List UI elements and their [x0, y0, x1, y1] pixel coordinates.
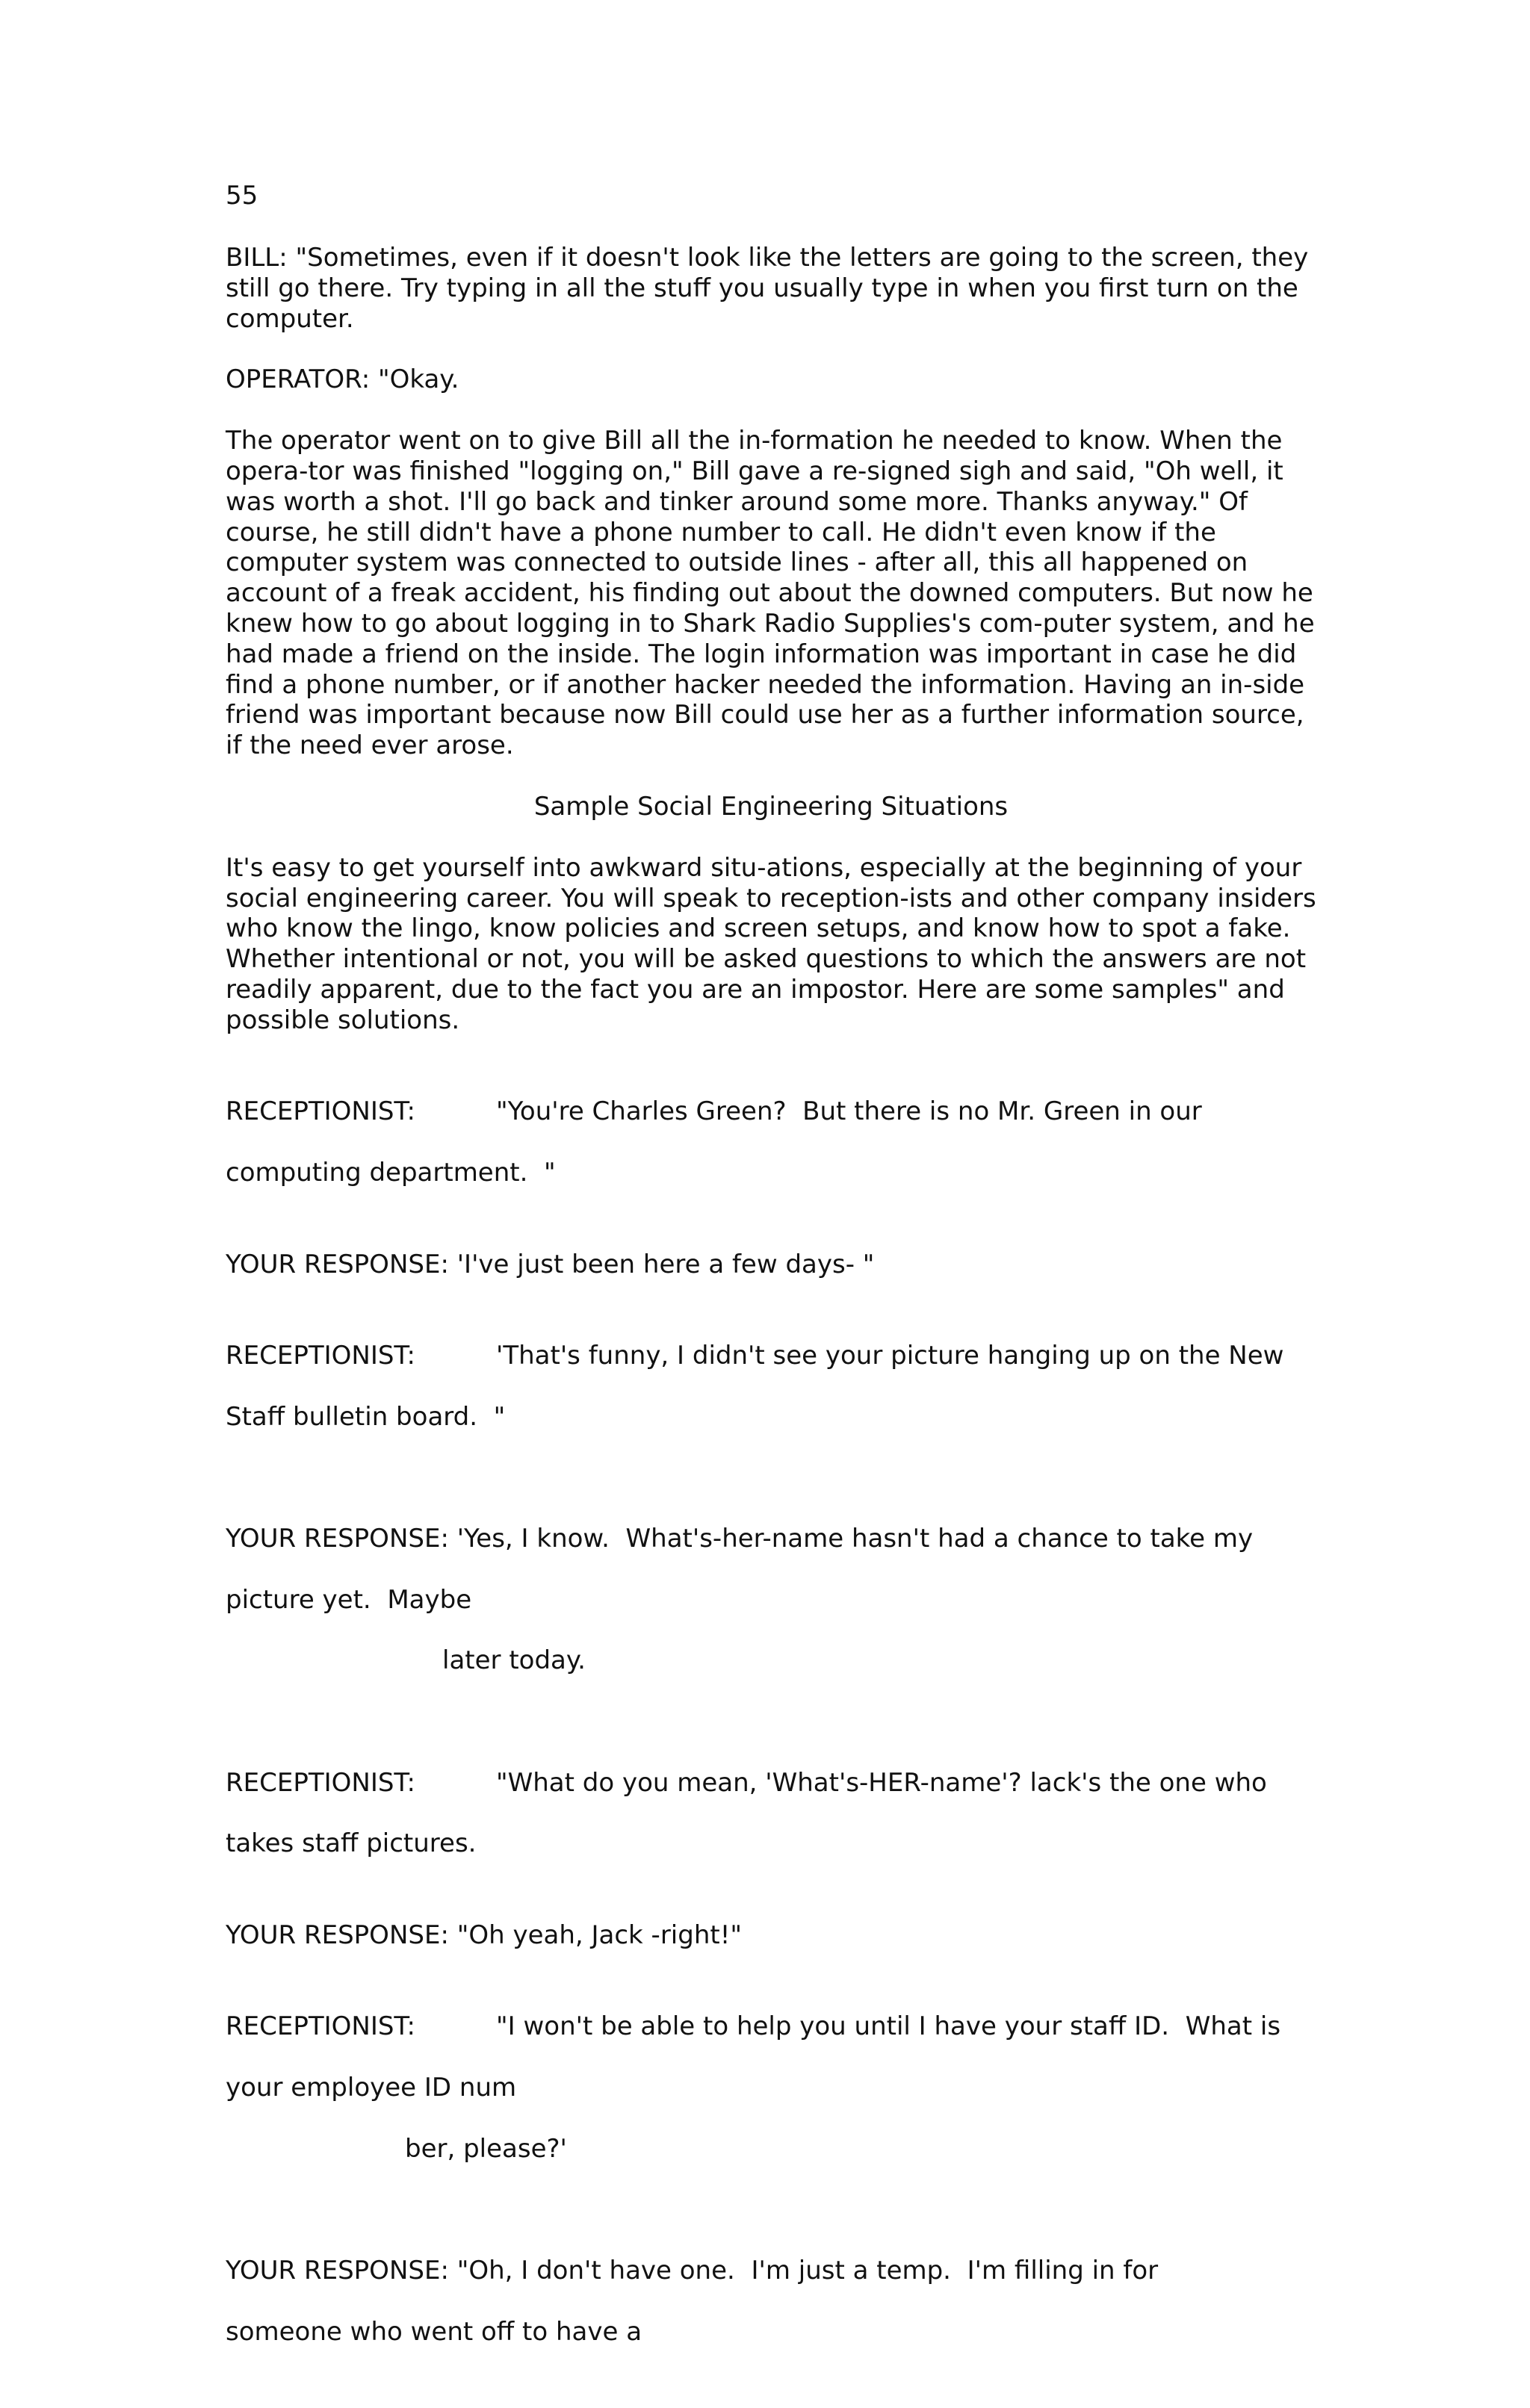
dialogue-receptionist-4	[226, 1982, 1316, 2195]
page-body	[226, 243, 1316, 2408]
dialogue-line: Staff bulletin board. "	[226, 1401, 506, 1432]
dialogue-line-indented: later today.	[442, 1645, 586, 1676]
paragraph-intro: It's easy to get yourself into awkward situ-ations, especially at the beginning of your social engineering career. You will speak to reception-ists and other company insiders who know the lingo, know policies and screen setups, and know how to spot a fake. Whether intentional or not, you will be asked questions to which the answers are not readily apparent, due to the fact you are an impostor. Here are some samples" and possible solutions.	[226, 852, 1316, 1035]
section-heading: Sample Social Engineering Situations	[533, 791, 1009, 822]
dialogue-line: YOUR RESPONSE: "Oh, I don't have one. I'm just a temp. I'm filling in for	[226, 2256, 1159, 2286]
dialogue-line: YOUR RESPONSE: 'Yes, I know. What's-her-name hasn't had a chance to take my	[226, 1524, 1254, 1554]
dialogue-receptionist-3	[226, 1737, 1316, 1890]
page-number: 55	[226, 181, 258, 211]
dialogue-response-4	[226, 2225, 1316, 2377]
dialogue-response-3: YOUR RESPONSE: "Oh yeah, Jack -right!"	[226, 1920, 742, 1950]
dialogue-line: takes staff pictures.	[226, 1828, 477, 1859]
speaker-label: RECEPTIONIST:	[226, 1767, 415, 1798]
dialogue-receptionist-1	[226, 1067, 1316, 1219]
dialogue-line: someone who went off to have a	[226, 2316, 642, 2347]
paragraph-bill-dialogue: BILL: "Sometimes, even if it doesn't look like the letters are going to the screen, they still go there. Try typing in all the stuff you usually type in when you first turn on the computer.	[226, 243, 1309, 334]
dialogue-receptionist-2	[226, 1310, 1316, 1462]
dialogue-line: "You're Charles Green? But there is no Mr. Green in our	[496, 1096, 1202, 1127]
dialogue-response-2	[226, 1493, 1316, 1707]
paragraph-operator-dialogue: OPERATOR: "Okay.	[226, 364, 459, 395]
speaker-label: RECEPTIONIST:	[226, 1096, 415, 1127]
paragraph-narrative: The operator went on to give Bill all the in-formation he needed to know. When the opera-tor was finished "logging on," Bill gave a re-signed sigh and said, "Oh well, it was worth a shot. I'll go back and tinker around some more. Thanks anyway." Of course, he still didn't have a phone number to call. He didn't even know if the computer system was connected to outside lines - after all, this all happened on account of a freak accident, his finding out about the downed computers. But now he knew how to go about logging in to Shark Radio Supplies's com-puter system, and he had made a friend on the inside. The login information was important in case he did find a phone number, or if another hacker needed the information. Having an in-side friend was important because now Bill could use her as a further information source, if the need ever arose.	[226, 426, 1315, 761]
dialogue-line: "What do you mean, 'What's-HER-name'? lack's the one who	[496, 1767, 1267, 1798]
speaker-label: RECEPTIONIST:	[226, 2011, 415, 2042]
dialogue-line: picture yet. Maybe	[226, 1584, 472, 1615]
dialogue-line: 'That's funny, I didn't see your picture hanging up on the New	[496, 1341, 1284, 1371]
dialogue-response-1: YOUR RESPONSE: 'I've just been here a few days- "	[226, 1249, 875, 1279]
dialogue-line: computing department. "	[226, 1157, 556, 1188]
dialogue-line-indented: ber, please?'	[405, 2133, 567, 2164]
dialogue-line: your employee ID num	[226, 2073, 517, 2103]
dialogue-line: "I won't be able to help you until I have your staff ID. What is	[496, 2011, 1281, 2042]
speaker-label: RECEPTIONIST:	[226, 1341, 415, 1371]
